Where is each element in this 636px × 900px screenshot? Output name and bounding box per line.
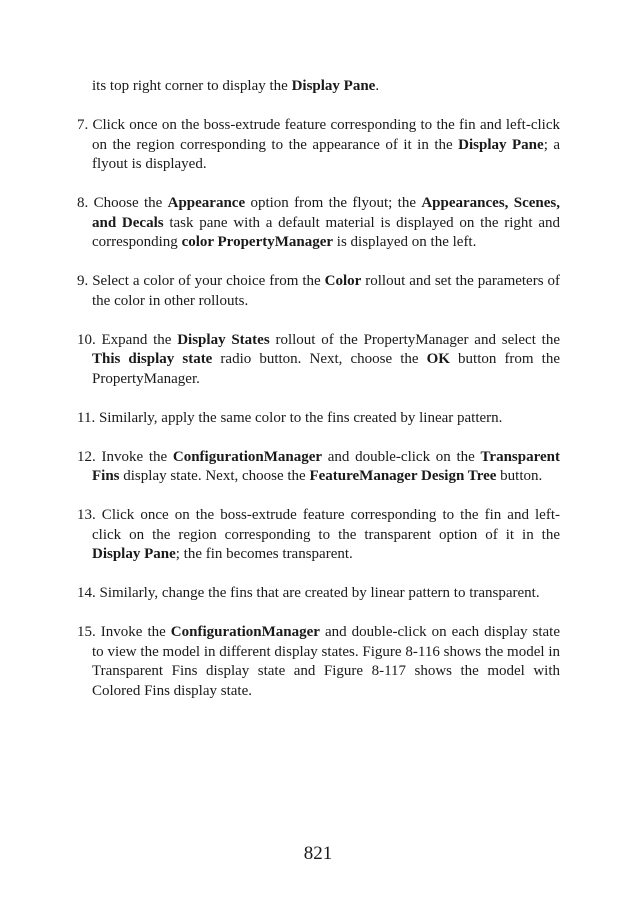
paragraph-step-12 [77, 448, 560, 487]
bold-term: OK [426, 351, 450, 367]
document-body [77, 77, 560, 721]
paragraph-step-7 [77, 116, 560, 175]
text-run: and double-click on the [322, 448, 481, 465]
bold-term: Display Pane [291, 78, 376, 94]
bold-term: Display States [177, 331, 270, 348]
text-run: task pane with a default material is displayed on the right and corresponding [92, 214, 560, 250]
bold-term: Appearances, Scenes, and Decals [92, 195, 561, 231]
paragraph-step-6-continued [77, 77, 560, 97]
text-run: 12. Invoke the [77, 448, 173, 465]
bold-term: ConfigurationManager [170, 624, 320, 640]
paragraph-step-8 [77, 194, 560, 253]
text-run: button from the PropertyManager. [92, 351, 560, 387]
text-run: 8. Choose the [77, 195, 168, 211]
text-run: display state. Next, choose the [119, 468, 310, 484]
text-run: 11. Similarly, apply the same color to the fins created by linear pattern. [77, 409, 503, 426]
text-run: ; a flyout is displayed. [92, 136, 561, 172]
text-run: rollout and set the parameters of the color in other rollouts. [92, 273, 561, 309]
text-run: radio button. Next, choose the [212, 351, 427, 367]
text-run: button. [496, 468, 543, 484]
paragraph-step-9 [77, 272, 560, 311]
bold-term: FeatureManager Design Tree [309, 468, 497, 484]
text-run: 9. Select a color of your choice from the [77, 273, 325, 289]
bold-term: Display Pane [92, 546, 176, 562]
bold-term: This display state [92, 351, 213, 367]
text-run: is displayed on the left. [333, 234, 477, 250]
text-run: ; the fin becomes transparent. [175, 546, 353, 562]
text-run: option from the flyout; the [245, 195, 422, 211]
bold-term: Appearance [167, 195, 246, 211]
bold-term: color PropertyManager [181, 234, 334, 250]
text-run: and double-click on each display state to view the model in different display states. Figure 8-116 shows the model in Transparent Fins display state and Figure 8-117 shows the model with Colored Fins display state. [92, 624, 561, 699]
page-number: 821 [303, 843, 333, 864]
bold-term: Color [324, 273, 362, 289]
text-run: 15. Invoke the [77, 624, 171, 640]
paragraph-step-13 [77, 506, 560, 565]
bold-term: ConfigurationManager [172, 448, 323, 465]
text-run: 13. Click once on the boss-extrude feature corresponding to the fin and left-click on the region corresponding to the transparent option of it in the [77, 507, 560, 543]
paragraph-step-11 [77, 409, 560, 429]
text-run: 7. Click once on the boss-extrude feature corresponding to the fin and left-click on the region corresponding to the appearance of it in the [77, 117, 560, 153]
text-run: its top right corner to display the [92, 78, 292, 94]
paragraph-step-14 [77, 584, 560, 604]
text-run: . [375, 78, 380, 94]
bold-term: Transparent Fins [92, 448, 560, 484]
paragraph-step-10 [77, 331, 560, 390]
bold-term: Display Pane [458, 136, 544, 153]
text-run: rollout of the PropertyManager and select the [269, 331, 560, 348]
paragraph-step-15 [77, 623, 560, 701]
text-run: 10. Expand the [77, 331, 178, 348]
text-run: 14. Similarly, change the fins that are created by linear pattern to transparent. [77, 585, 540, 601]
